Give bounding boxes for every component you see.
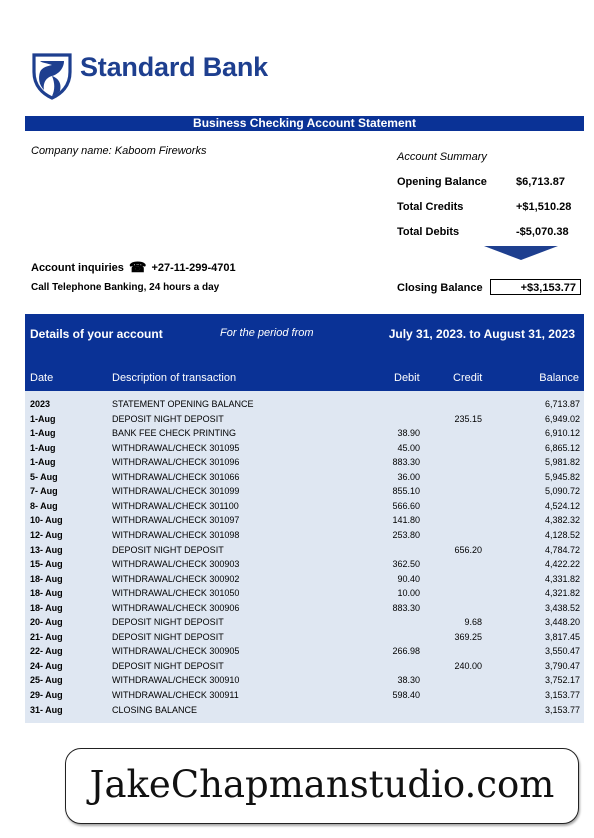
cell-debit: 90.40: [397, 573, 420, 584]
cell-date: 8- Aug: [30, 500, 58, 511]
table-row: [25, 513, 584, 528]
watermark-banner: JakeChapmanstudio.com: [65, 748, 579, 824]
table-row: [25, 659, 584, 674]
cell-debit: 566.60: [392, 500, 420, 511]
cell-date: 13- Aug: [30, 544, 63, 555]
telephone-icon: ☎: [128, 259, 147, 275]
cell-desc: WITHDRAWAL/CHECK 301100: [112, 500, 239, 511]
cell-desc: STATEMENT OPENING BALANCE: [112, 399, 254, 409]
table-row: [25, 630, 584, 645]
cell-balance: 3,153.77: [544, 690, 580, 700]
cell-balance: 5,945.82: [544, 471, 580, 482]
cell-desc: CLOSING BALANCE: [112, 704, 198, 715]
cell-balance: 4,321.82: [544, 588, 580, 599]
cell-date: 18- Aug: [30, 602, 63, 613]
table-row: [25, 543, 584, 558]
cell-balance: 4,524.12: [544, 500, 580, 511]
table-row: [25, 455, 584, 470]
cell-debit: 362.50: [392, 559, 420, 570]
cell-date: 2023: [30, 399, 51, 409]
table-row: [25, 470, 584, 485]
cell-date: 24- Aug: [30, 660, 63, 671]
cell-debit: 598.40: [392, 690, 420, 700]
cell-date: 29- Aug: [30, 690, 63, 700]
table-row: [25, 673, 584, 688]
cell-desc: DEPOSIT NIGHT DEPOSIT: [112, 544, 224, 555]
cell-desc: WITHDRAWAL/CHECK 301096: [112, 457, 240, 468]
table-row: [25, 484, 584, 499]
cell-date: 1-Aug: [30, 442, 56, 453]
cell-desc: WITHDRAWAL/CHECK 301095: [112, 442, 240, 453]
cell-balance: 3,438.52: [544, 602, 580, 613]
account-summary-title: Account Summary: [397, 151, 487, 163]
cell-desc: WITHDRAWAL/CHECK 301050: [112, 588, 240, 599]
table-row: [25, 703, 584, 718]
cell-desc: WITHDRAWAL/CHECK 300910: [112, 675, 240, 686]
table-row: [25, 615, 584, 630]
total-credits-value: +$1,510.28: [516, 201, 572, 213]
cell-debit: 855.10: [392, 486, 420, 497]
cell-debit: 45.00: [397, 442, 420, 453]
table-row: [25, 499, 584, 514]
cell-balance: 5,981.82: [544, 457, 580, 468]
cell-date: 7- Aug: [30, 486, 58, 497]
column-header-description: Description of transaction: [112, 372, 237, 384]
cell-balance: 4,382.32: [544, 515, 580, 526]
closing-balance-label: Closing Balance: [397, 282, 483, 294]
cell-credit: 240.00: [454, 660, 482, 671]
cell-desc: WITHDRAWAL/CHECK 301098: [112, 529, 240, 540]
cell-desc: DEPOSIT NIGHT DEPOSIT: [112, 631, 224, 642]
table-row: [25, 572, 584, 587]
account-inquiries: [31, 259, 236, 276]
statement-title: Business Checking Account Statement: [25, 116, 584, 131]
cell-balance: 4,422.22: [544, 559, 580, 570]
cell-credit: 656.20: [454, 544, 482, 555]
cell-debit: 883.30: [392, 457, 420, 468]
table-row: [25, 586, 584, 601]
cell-desc: WITHDRAWAL/CHECK 300906: [112, 602, 240, 613]
cell-desc: WITHDRAWAL/CHECK 300902: [112, 573, 240, 584]
table-row: [25, 601, 584, 616]
total-debits-label: Total Debits: [397, 226, 460, 238]
cell-balance: 6,865.12: [544, 442, 580, 453]
cell-date: 22- Aug: [30, 646, 63, 657]
cell-debit: 38.90: [397, 428, 420, 439]
cell-debit: 266.98: [392, 646, 420, 657]
cell-balance: 4,128.52: [544, 529, 580, 540]
cell-date: 21- Aug: [30, 631, 63, 642]
cell-desc: WITHDRAWAL/CHECK 300903: [112, 559, 240, 570]
period-label: For the period from: [220, 327, 314, 339]
statement-period: July 31, 2023. to August 31, 2023: [388, 327, 575, 341]
cell-balance: 6,910.12: [544, 428, 580, 439]
table-row: [25, 557, 584, 572]
table-row: [25, 528, 584, 543]
cell-desc: WITHDRAWAL/CHECK 301099: [112, 486, 240, 497]
cell-debit: 10.00: [397, 588, 420, 599]
phone-number: +27-11-299-4701: [151, 262, 236, 274]
cell-balance: 4,784.72: [544, 544, 580, 555]
cell-balance: 3,448.20: [544, 617, 580, 628]
cell-balance: 6,949.02: [544, 413, 580, 424]
cell-balance: 3,153.77: [544, 704, 580, 715]
cell-date: 1-Aug: [30, 413, 56, 424]
cell-date: 15- Aug: [30, 559, 63, 570]
table-row: [25, 397, 584, 412]
cell-debit: 38.30: [397, 675, 420, 686]
account-inquiries-label: Account inquiries: [31, 262, 124, 274]
cell-debit: 36.00: [397, 471, 420, 482]
column-header-credit: Credit: [453, 372, 483, 384]
table-row: [25, 412, 584, 427]
cell-date: 20- Aug: [30, 617, 63, 628]
cell-credit: 9.68: [464, 617, 482, 628]
column-header-balance: Balance: [539, 372, 579, 384]
cell-date: 12- Aug: [30, 529, 63, 540]
cell-date: 5- Aug: [30, 471, 58, 482]
cell-desc: DEPOSIT NIGHT DEPOSIT: [112, 617, 224, 628]
cell-date: 1-Aug: [30, 428, 56, 439]
total-debits-value: -$5,070.38: [516, 226, 569, 238]
opening-balance-label: Opening Balance: [397, 176, 487, 188]
closing-balance-value: +$3,153.77: [490, 279, 581, 295]
cell-date: 18- Aug: [30, 573, 63, 584]
total-credits-label: Total Credits: [397, 201, 464, 213]
column-header-debit: Debit: [394, 372, 420, 384]
table-row: [25, 441, 584, 456]
cell-balance: 3,752.17: [544, 675, 580, 686]
company-name: Company name: Kaboom Fireworks: [31, 145, 207, 157]
cell-balance: 6,713.87: [544, 399, 580, 409]
cell-credit: 369.25: [454, 631, 482, 642]
arrow-down-icon: [484, 246, 558, 260]
table-row: [25, 644, 584, 659]
cell-balance: 5,090.72: [544, 486, 580, 497]
account-details-header: [25, 314, 584, 391]
telephone-banking-note: Call Telephone Banking, 24 hours a day: [31, 282, 220, 293]
cell-desc: DEPOSIT NIGHT DEPOSIT: [112, 413, 224, 424]
cell-balance: 4,331.82: [544, 573, 580, 584]
cell-balance: 3,817.45: [544, 631, 580, 642]
table-row: [25, 426, 584, 441]
cell-date: 1-Aug: [30, 457, 56, 468]
column-header-date: Date: [30, 372, 54, 384]
cell-desc: WITHDRAWAL/CHECK 300905: [112, 646, 240, 657]
cell-date: 25- Aug: [30, 675, 63, 686]
cell-desc: WITHDRAWAL/CHECK 300911: [112, 690, 239, 700]
transaction-table: [25, 391, 584, 723]
cell-debit: 883.30: [392, 602, 420, 613]
cell-date: 18- Aug: [30, 588, 63, 599]
details-title: Details of your account: [30, 327, 163, 341]
cell-balance: 3,790.47: [544, 660, 580, 671]
opening-balance-value: $6,713.87: [516, 176, 565, 188]
cell-desc: DEPOSIT NIGHT DEPOSIT: [112, 660, 224, 671]
cell-desc: BANK FEE CHECK PRINTING: [112, 428, 237, 439]
bank-shield-logo-icon: [31, 52, 73, 100]
cell-date: 31- Aug: [30, 704, 63, 715]
cell-desc: WITHDRAWAL/CHECK 301097: [112, 515, 240, 526]
cell-debit: 141.80: [392, 515, 420, 526]
table-row: [25, 688, 584, 703]
cell-date: 10- Aug: [30, 515, 63, 526]
cell-desc: WITHDRAWAL/CHECK 301066: [112, 471, 240, 482]
bank-name: Standard Bank: [80, 52, 268, 82]
cell-debit: 253.80: [392, 529, 420, 540]
cell-credit: 235.15: [454, 413, 482, 424]
cell-balance: 3,550.47: [544, 646, 580, 657]
